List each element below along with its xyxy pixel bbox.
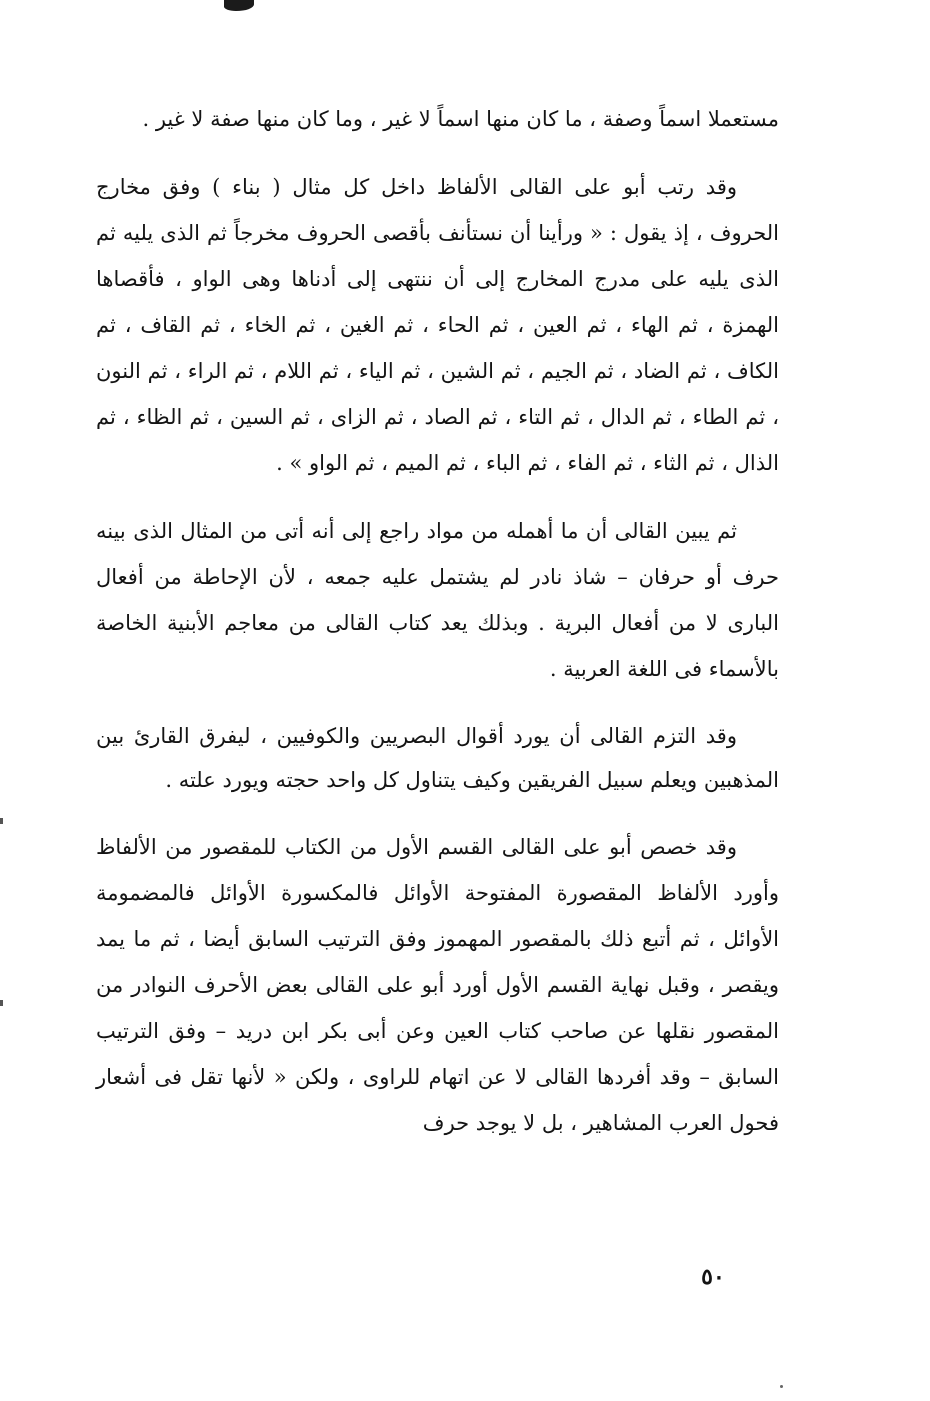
ink-dot <box>780 1385 783 1388</box>
margin-mark <box>0 818 3 824</box>
paragraph-omitted-material: ثم يبين القالى أن ما أهمله من مواد راجع إلى أنه أتى من المثال الذى بينه حرف أو حرفان – شاذ نادر لم يشتمل عليه جمعه ، لأن الإحاطة من أفعال البارى لا من أفعال البرية . وبذلك يعد كتاب القالى من معاجم الأبنية الخاصة بالأسماء فى اللغة العربية . <box>96 519 779 681</box>
paragraph-basra-kufa: وقد التزم القالى أن يورد أقوال البصريين والكوفيين ، ليفرق القارئ بين المذهبين ويعلم سبيل الفريقين وكيف يتناول كل واحد حجته ويورد علته . <box>96 724 779 792</box>
page-body <box>96 96 779 1146</box>
paragraph-maqsur-section: وقد خصص أبو على القالى القسم الأول من الكتاب للمقصور من الألفاظ وأورد الألفاظ المقصورة المفتوحة الأوائل فالمكسورة الأوائل فالمضمومة الأوائل ، ثم أتبع ذلك بالمقصور المهموز وفق الترتيب السابق أيضا ، ثم ما يمد ويقصر ، وقبل نهاية القسم الأول أورد أبو على القالى بعض الأحرف النوادر من المقصور نقلها عن صاحب كتاب العين وعن أبى بكر ابن دريد – وفق الترتيب السابق – وقد أفردها القالى لا عن اتهام للراوى ، ولكن « لأنها تقل فى أشعار فحول العرب المشاهير ، بل لا يوجد حرف <box>96 835 779 1135</box>
paragraph-letter-order: وقد رتب أبو على القالى الألفاظ داخل كل مثال ( بناء ) وفق مخارج الحروف ، إذ يقول : « ورأينا أن نستأنف بأقصى الحروف مخرجاً ثم الذى يليه ثم الذى يليه على مدرج المخارج إلى أن ننتهى إلى أدناها وهى الواو ، فأقصاها الهمزة ، ثم الهاء ، ثم العين ، ثم الحاء ، ثم الغين ، ثم الخاء ، ثم القاف ، ثم الكاف ، ثم الضاد ، ثم الجيم ، ثم الشين ، ثم الياء ، ثم اللام ، ثم الراء ، ثم النون ، ثم الطاء ، ثم الدال ، ثم التاء ، ثم الصاد ، ثم الزاى ، ثم السين ، ثم الظاء ، ثم الذال ، ثم الثاء ، ثم الفاء ، ثم الباء ، ثم الميم ، ثم الواو » . <box>96 175 779 475</box>
page-number: ٥٠ <box>701 1264 725 1290</box>
continued-paragraph: مستعملا اسماً وصفة ، ما كان منها اسماً لا غير ، وما كان منها صفة لا غير . <box>142 107 779 131</box>
margin-mark <box>0 1000 3 1006</box>
ink-speck <box>224 0 254 11</box>
